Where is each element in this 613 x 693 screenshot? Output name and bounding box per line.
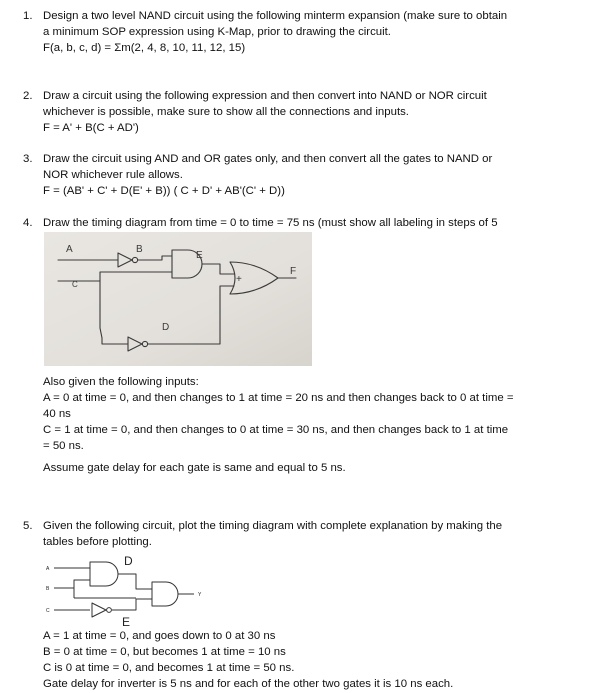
question-5-line: Given the following circuit, plot the timing diagram with complete explanation by making the — [43, 520, 503, 532]
label-d: D — [124, 554, 133, 568]
question-4-number: 4. — [23, 217, 33, 229]
question-2-line: Draw a circuit using the following expression and then convert into NAND or NOR circuit — [43, 90, 487, 102]
question-3-number: 3. — [23, 153, 33, 165]
question-3-line: NOR whichever rule allows. — [43, 169, 183, 181]
label-a: A — [66, 244, 73, 255]
question-5-gate-delay: Gate delay for inverter is 5 ns and for each of the other two gates it is 10 ns each. — [43, 678, 454, 690]
question-4-input-a-cont: 40 ns — [43, 408, 71, 420]
label-c: C — [46, 608, 50, 614]
question-5-inputs-body — [43, 628, 598, 692]
question-5-body — [43, 518, 598, 550]
label-f: F — [290, 266, 297, 277]
question-2-expression: F = A' + B(C + AD') — [43, 122, 139, 134]
label-plus: + — [236, 274, 242, 285]
label-e: E — [122, 615, 131, 629]
label-e: E — [196, 250, 203, 261]
question-3-expression: F = (AB' + C' + D(E' + B)) ( C + D' + AB'(C' + D)) — [43, 185, 285, 197]
question-2-number: 2. — [23, 90, 33, 102]
question-1-line: Design a two level NAND circuit using the following minterm expansion (make sure to obtain — [43, 10, 508, 22]
wire-d-out — [118, 574, 152, 589]
question-4-body — [43, 215, 598, 231]
gate-output — [152, 582, 178, 606]
label-d: D — [162, 322, 170, 333]
question-1-expression: F(a, b, c, d) = Σm(2, 4, 8, 10, 11, 12, 15) — [43, 42, 246, 54]
inverter-e-bubble — [107, 608, 112, 613]
label-b: B — [136, 244, 143, 255]
question-1-body — [43, 8, 598, 56]
paper-background — [44, 232, 312, 366]
question-4-input-c-cont: = 50 ns. — [43, 440, 84, 452]
wire-b — [54, 580, 90, 588]
question-4-inputs-heading: Also given the following inputs: — [43, 376, 199, 388]
question-5-line: tables before plotting. — [43, 536, 152, 548]
question-1-number: 1. — [23, 10, 33, 22]
label-a: A — [46, 566, 50, 572]
question-1-line: a minimum SOP expression using K-Map, prior to drawing the circuit. — [43, 26, 391, 38]
question-5-number: 5. — [23, 520, 33, 532]
question-4-line: Draw the timing diagram from time = 0 to time = 75 ns (must show all labeling in steps of 5 — [43, 217, 498, 229]
question-3-line: Draw the circuit using AND and OR gates only, and then convert all the gates to NAND or — [43, 153, 493, 165]
question-4-circuit-figure — [44, 232, 312, 366]
inverter-e — [92, 603, 106, 617]
label-c: C — [72, 280, 78, 289]
question-4-gate-delay-note: Assume gate delay for each gate is same and equal to 5 ns. — [43, 462, 346, 474]
wire-e-out — [112, 599, 152, 610]
question-4-inputs-body — [43, 374, 598, 476]
label-y: Y — [198, 592, 202, 598]
question-5-circuit-figure — [44, 553, 214, 629]
label-b: B — [46, 586, 50, 592]
question-4-input-c: C = 1 at time = 0, and then changes to 0 at time = 30 ns, and then changes back to 1 at time — [43, 424, 509, 436]
gate-d — [90, 562, 118, 586]
question-5-input-c: C is 0 at time = 0, and becomes 1 at time = 50 ns. — [43, 662, 295, 674]
question-5-input-a: A = 1 at time = 0, and goes down to 0 at 30 ns — [43, 630, 276, 642]
question-5-input-b: B = 0 at time = 0, but becomes 1 at time = 10 ns — [43, 646, 286, 658]
question-2-body — [43, 88, 598, 136]
question-2-line: whichever is possible, make sure to show all the connections and inputs. — [43, 106, 409, 118]
question-4-input-a: A = 0 at time = 0, and then changes to 1 at time = 20 ns and then changes back to 0 at time = — [43, 392, 514, 404]
question-3-body — [43, 151, 598, 199]
